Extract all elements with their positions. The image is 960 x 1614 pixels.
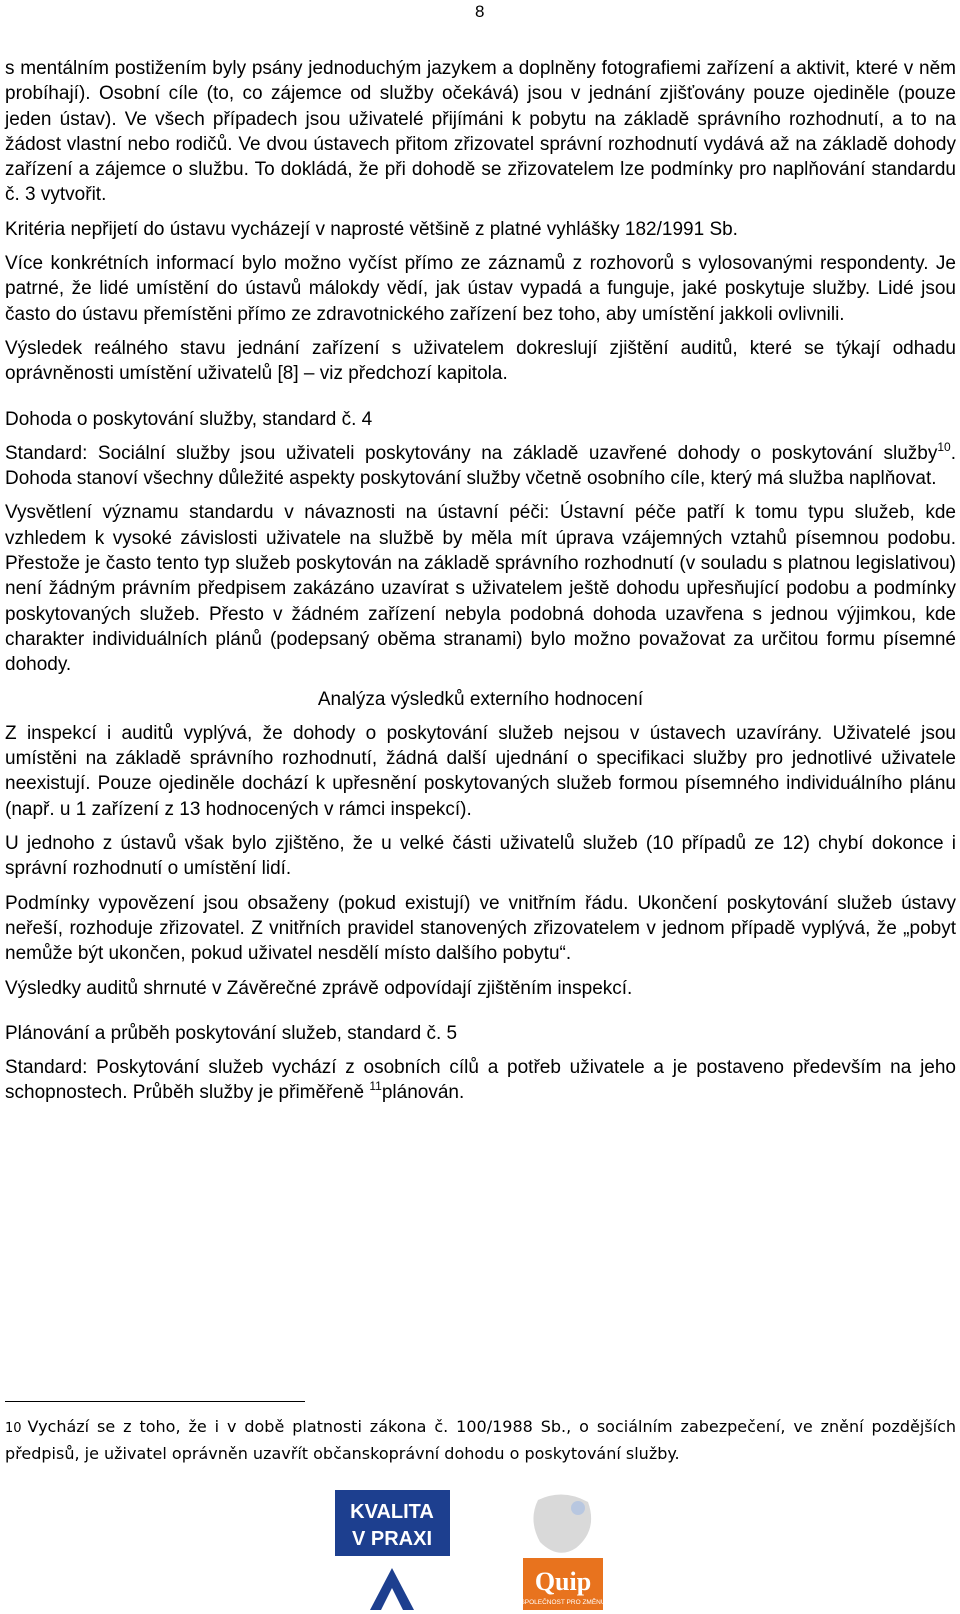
footnote-number: 10	[5, 1421, 22, 1436]
kvalita-v-praxi-logo	[335, 1490, 450, 1610]
section-heading-standard-5: Plánování a průběh poskytování služeb, standard č. 5	[5, 1022, 458, 1044]
standard-4-text	[5, 441, 956, 492]
paragraph: Z inspekcí i auditů vyplývá, že dohody o poskytování služeb nejsou v ústavech uzavírány. Uživatelé jsou umístěni na základě správního rozhodnutí, žádná další ujednání o specifikaci služby pro jednotlivé uživatele neexistují. Pouze ojediněle dochází k upřesnění poskytovaných služeb formou písemného individuálního plánu (např. u 1 zařízení z 13 hodnocených v rámci inspekcí).	[5, 722, 956, 820]
paragraph: Více konkrétních informací bylo možno vyčíst přímo ze záznamů z rozhovorů s vylosovanými respondenty. Je patrné, že lidé umístění do ústavů málokdy vědí, jak ústav vypadá a funguje, jaké poskytuje služby. Lidé jsou často do ústavu přemístěni přímo ze zdravotnického zařízení bez toho, aby umístění jakkoli ovlivnili.	[5, 253, 956, 325]
logo-tagline: SPOLEČNOST PRO ZMĚNU	[520, 1599, 606, 1606]
logo-text-line2: V PRAXI	[351, 1528, 433, 1550]
footnote-10	[5, 1414, 956, 1466]
footnote-ref-10[interactable]: 10	[937, 439, 951, 454]
paragraph: Výsledek reálného stavu jednání zařízení s uživatelem dokreslují zjištění auditů, které se týkají odhadu oprávněnosti umístění uživatelů [8] – viz předchozí kapitola.	[5, 337, 956, 385]
footnote-text: Vychází se z toho, že i v době platnosti zákona č. 100/1988 Sb., o sociálním zabezpečení, ve znění pozdějších předpisů, je uživatel oprávněn uzavřít občanskoprávní dohodu o poskytování služby.	[5, 1417, 956, 1463]
text-span: . Dohoda stanoví všechny důležité aspekty poskytování služby včetně osobního cíle, který má služba naplňovat.	[5, 442, 956, 490]
paragraph: s mentálním postižením byly psány jednoduchým jazykem a doplněny fotografiemi zařízení a aktivit, které v něm probíhají). Osobní cíle (to, co zájemce od služby očekává) jsou v jednání zjišťovány pouze ojediněle (pouze jeden ústav). Ve všech případech jsou uživatelé přijímáni k pobytu na základě správního rozhodnutí, a to na žádost vlastní nebo rodičů. Ve dvou ústavech přitom zřizovatel správní rozhodnutí vydává až na základě dohody zařízení a zájemce o službu. To dokládá, že při dohodě se zřizovatelem lze podmínky pro naplňování standardu č. 3 vytvořit.	[5, 58, 956, 206]
paragraph: U jednoho z ústavů však bylo zjištěno, že u velké části uživatelů služeb (10 případů ze 12) chybí dokonce i správní rozhodnutí o umístění lidí.	[5, 833, 956, 880]
text-span: Standard: Sociální služby jsou uživateli poskytovány na základě uzavřené dohody o poskytování služby	[5, 442, 938, 464]
page-number: 8	[475, 2, 485, 21]
standard-5-text	[5, 1055, 956, 1106]
document-body	[5, 56, 956, 1115]
footnote-divider	[5, 1401, 305, 1402]
footnote-ref-11[interactable]: 11	[369, 1079, 382, 1094]
analysis-heading: Analýza výsledků externího hodnocení	[317, 688, 644, 710]
text-span: plánován.	[381, 1082, 465, 1104]
section-heading-standard-4: Dohoda o poskytování služby, standard č. 4	[5, 408, 373, 430]
quip-logo	[518, 1490, 608, 1610]
ball-icon	[571, 1501, 585, 1515]
paragraph: Vysvětlení významu standardu v návaznosti na ústavní péči: Ústavní péče patří k tomu typu služeb, kde vzhledem k vysoké závislosti uživatele na službě by měla mít úprava vzájemných vztahů písemnou podobu. Přestože je často tento typ služeb poskytován na základě správního rozhodnutí (v souladu s platnou legislativou) není žádným právním předpisem zakázáno uzavírat s uživatelem ještě dohodu upřesňující podobu a podmínky poskytovaných služeb. Přesto v žádném zařízení nebyla podobná dohoda uzavřena s jednou výjimkou, kde charakter individuálních plánů (podepsaný oběma stranami) bylo možno považovat za určitou formu písemné dohody.	[5, 502, 956, 676]
paragraph: Výsledky auditů shrnuté v Závěrečné zprávě odpovídají zjištěním inspekcí.	[5, 977, 633, 999]
logo-text-line1: KVALITA	[350, 1501, 434, 1523]
paragraph: Podmínky vypovězení jsou obsaženy (pokud existují) ve vnitřním řádu. Ukončení poskytování služeb ústavy neřeší, rozhoduje zřizovatel. Z vnitřních pravidel stanovených zřizovatelem v jednom případě vyplývá, že „pobyt nemůže být ukončen, pokud uživatel nesdělí místo dalšího pobytu“.	[5, 892, 956, 965]
logo-name: Quip	[534, 1567, 592, 1596]
paragraph: Kritéria nepřijetí do ústavu vycházejí v naprosté většině z platné vyhlášky 182/1991 Sb.	[5, 218, 738, 240]
text-span: Standard: Poskytování služeb vychází z osobních cílů a potřeb uživatele a je postaveno především na jeho schopnostech. Průběh služby je přiměřeně	[5, 1057, 956, 1104]
